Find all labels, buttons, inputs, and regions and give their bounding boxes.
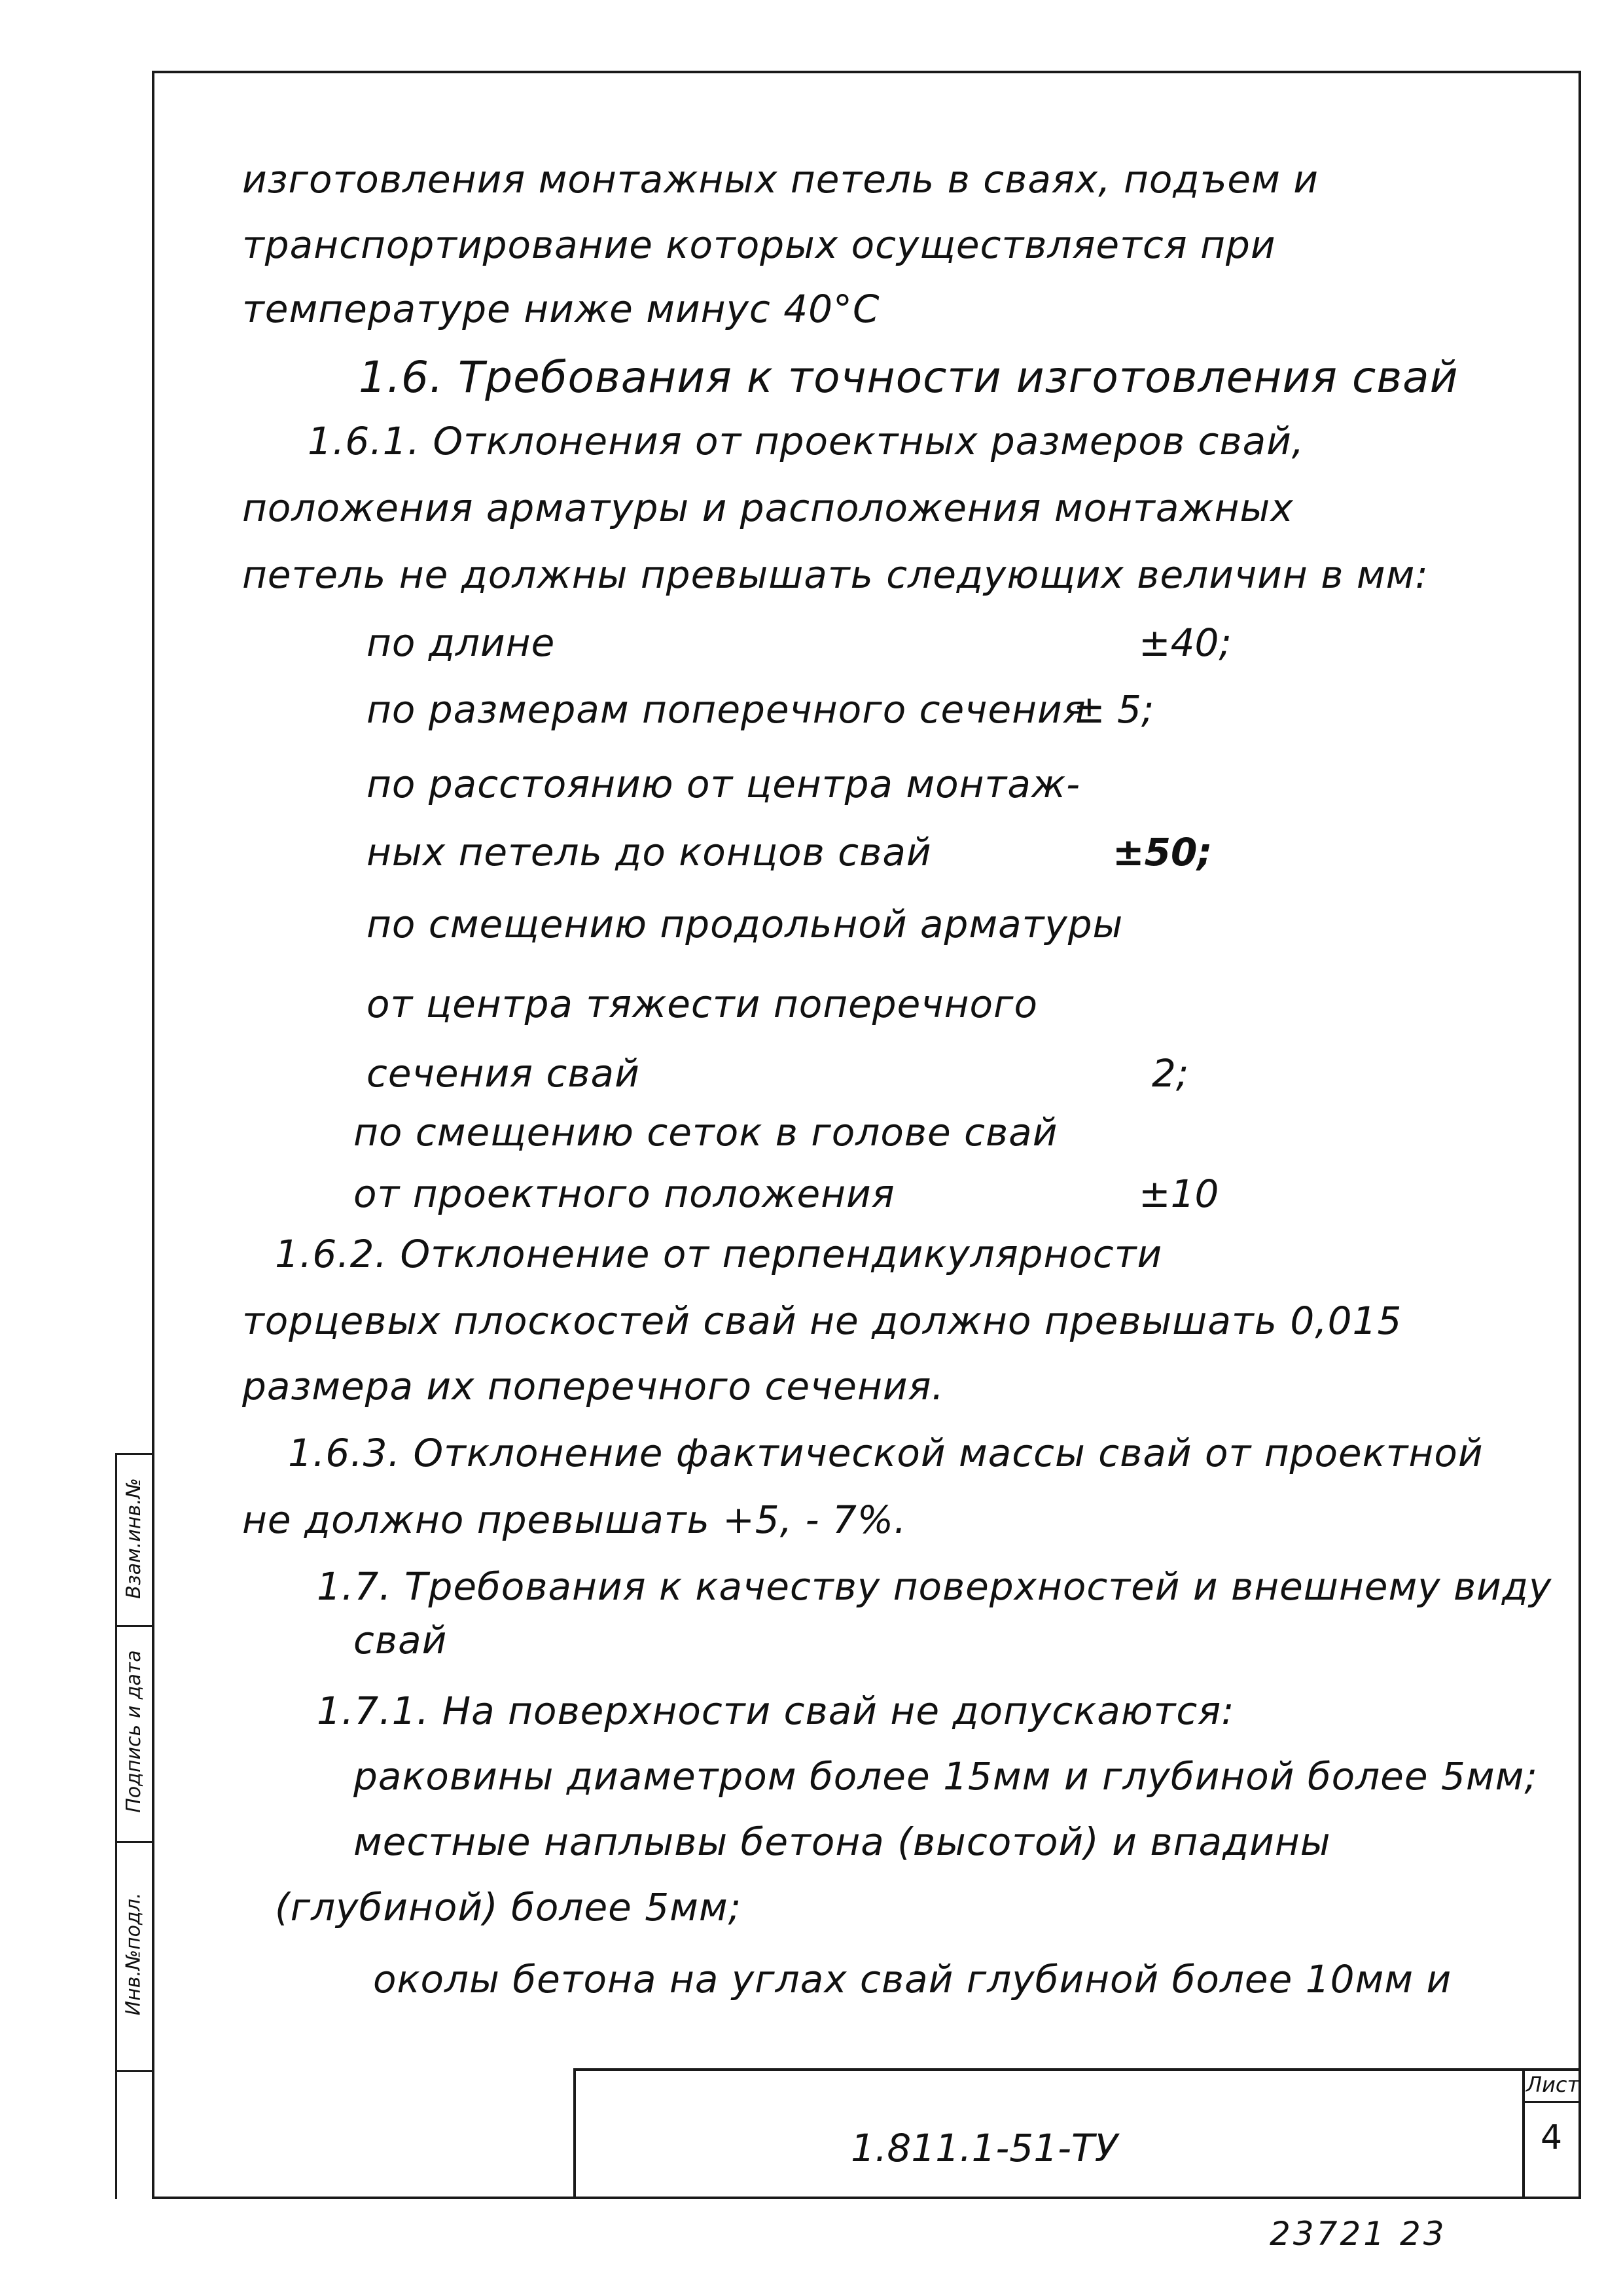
sheet-cell xyxy=(1522,2071,1581,2199)
sheet-label: Лист xyxy=(1526,2072,1580,2097)
body-line: не должно превышать +5, - 7%. xyxy=(242,1498,907,1542)
tolerance-item: по смещению продольной арматуры xyxy=(366,902,1124,946)
replaced-inventory-label: Взам.инв.№ xyxy=(122,1477,145,1599)
body-line: транспортирование которых осуществляется при xyxy=(242,223,1276,267)
body-line: околы бетона на углах свай глубиной более 10мм и xyxy=(373,1957,1452,2001)
body-line: торцевых плоскостей свай не должно превышать 0,015 xyxy=(242,1299,1402,1343)
tolerance-value: ±50; xyxy=(1113,830,1213,874)
archive-code: 23721 23 xyxy=(1270,2215,1447,2253)
body-line: свай xyxy=(353,1618,448,1662)
sheet-number: 4 xyxy=(1541,2118,1563,2157)
signature-date-label: Подпись и дата xyxy=(122,1649,145,1813)
body-line: размера их поперечного сечения. xyxy=(242,1364,944,1408)
tolerance-value: ± 5; xyxy=(1073,687,1154,732)
body-line: местные наплывы бетона (высотой) и впадины xyxy=(353,1820,1331,1864)
document-code: 1.811.1-51-ТУ xyxy=(851,2126,1118,2170)
tolerance-item: по размерам поперечного сечения xyxy=(366,687,1086,732)
tolerance-value: ±40; xyxy=(1139,620,1232,665)
body-line: температуре ниже минус 40°С xyxy=(242,287,880,331)
body-line: положения арматуры и расположения монтажных xyxy=(242,486,1294,530)
section-heading: 1.6. Требования к точности изготовления свай xyxy=(359,352,1459,403)
sheet-divider xyxy=(1525,2101,1581,2103)
body-line: изготовления монтажных петель в сваях, подъем и xyxy=(242,157,1319,202)
tolerance-item: по длине xyxy=(366,620,556,665)
tolerance-item: сечения свай xyxy=(366,1051,640,1096)
tolerance-item: ных петель до концов свай xyxy=(366,830,932,874)
body-line: 1.6.2. Отклонение от перпендикулярности xyxy=(275,1232,1163,1276)
tolerance-item: от центра тяжести поперечного xyxy=(366,982,1038,1026)
body-line: раковины диаметром более 15мм и глубиной более 5мм; xyxy=(353,1754,1538,1799)
body-line: 1.7.1. На поверхности свай не допускаются: xyxy=(317,1689,1235,1733)
title-block xyxy=(573,2068,1581,2199)
body-line: 1.7. Требования к качеству поверхностей и внешнему виду xyxy=(317,1564,1552,1609)
tolerance-value: 2; xyxy=(1152,1051,1189,1096)
body-line: 1.6.1. Отклонения от проектных размеров свай, xyxy=(308,419,1305,463)
tolerance-value: ±10 xyxy=(1139,1172,1219,1216)
tolerance-item: от проектного положения xyxy=(353,1172,895,1216)
tolerance-item: по смещению сеток в голове свай xyxy=(353,1110,1058,1155)
body-line: (глубиной) более 5мм; xyxy=(275,1885,742,1929)
inventory-number-label: Инв.№подл. xyxy=(122,1892,145,2015)
body-line: 1.6.3. Отклонение фактической массы свай от проектной xyxy=(288,1431,1484,1475)
tolerance-item: по расстоянию от центра монтаж- xyxy=(366,762,1081,806)
body-line: петель не должны превышать следующих величин в мм: xyxy=(242,552,1429,597)
